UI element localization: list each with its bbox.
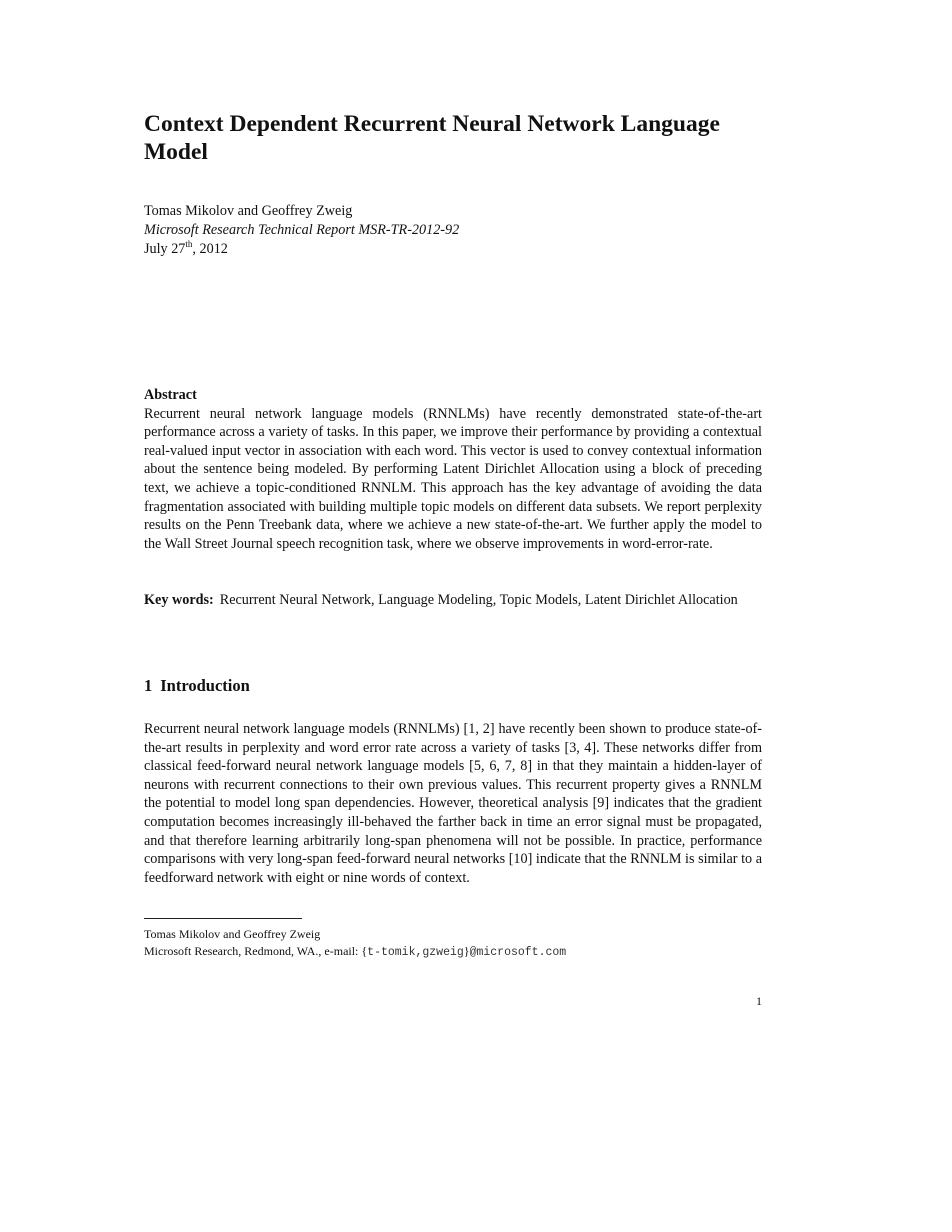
- footnote-authors: Tomas Mikolov and Geoffrey Zweig: [144, 927, 321, 941]
- section-title: Introduction: [160, 676, 250, 695]
- keywords-text: Recurrent Neural Network, Language Modeling, Topic Models, Latent Dirichlet Allocation: [219, 592, 738, 608]
- abstract: [144, 386, 762, 553]
- email-brace-open: {: [361, 944, 368, 958]
- date-superscript: th: [185, 239, 193, 249]
- footnote-divider: [144, 918, 302, 919]
- keywords-label: Key words:: [144, 592, 214, 608]
- paper-meta: [144, 202, 459, 259]
- keywords: [144, 591, 762, 610]
- report-line: Microsoft Research Technical Report MSR-TR-2012-92: [144, 222, 460, 238]
- date-suffix: , 2012: [192, 241, 228, 257]
- paper-page: [144, 110, 762, 1008]
- section-heading-introduction: [144, 675, 250, 697]
- footnote-affiliation: Microsoft Research, Redmond, WA., e-mail:: [144, 944, 362, 958]
- date-line: [144, 240, 459, 259]
- abstract-heading: Abstract: [144, 387, 197, 403]
- email-users: t-tomik,gzweig: [367, 946, 464, 959]
- paper-title: Context Dependent Recurrent Neural Network Language Model: [144, 111, 720, 165]
- section-number: 1: [144, 676, 153, 695]
- page-number: 1: [756, 994, 762, 1008]
- email-brace-close: }: [463, 944, 470, 958]
- email-domain: @microsoft.com: [469, 946, 567, 959]
- date-prefix: July 27: [144, 241, 186, 257]
- abstract-text: Recurrent neural network language models (RNNLMs) have recently demonstrated state-of-the-art performance across a variety of tasks. In this paper, we improve their performance by providing a contextual real-valued input vector in association with each word. This vector is used to convey contextual information about the sentence being modeled. By performing Latent Dirichlet Allocation using a block of preceding text, we achieve a topic-conditioned RNNLM. This approach has the key advantage of avoiding the data fragmentation associated with building multiple topic models on different data subsets. We report perplexity results on the Penn Treebank data, where we achieve a new state-of-the-art. We further apply the model to the Wall Street Journal speech recognition task, where we observe improvements in word-error-rate.: [144, 405, 762, 552]
- introduction-paragraph: Recurrent neural network language models (RNNLMs) [1, 2] have recently been shown to produce state-of-the-art results in perplexity and word error rate across a variety of tasks [3, 4]. These networks differ from classical feed-forward neural network language models [5, 6, 7, 8] in that they maintain a hidden-layer of neurons with recurrent connections to their own previous values. This recurrent property gives a RNNLM the potential to model long span dependencies. However, theoretical analysis [9] indicates that the gradient computation becomes increasingly ill-behaved the farther back in time an error signal must be propagated, and that therefore learning arbitrarily long-span phenomena will not be possible. In practice, performance comparisons with very long-span feed-forward neural networks [10] indicate that the RNNLM is similar to a feedforward network with eight or nine words of context.: [144, 721, 762, 886]
- footnote: [144, 926, 566, 961]
- author-line: Tomas Mikolov and Geoffrey Zweig: [144, 203, 353, 219]
- footnote-affiliation-line: [144, 943, 566, 961]
